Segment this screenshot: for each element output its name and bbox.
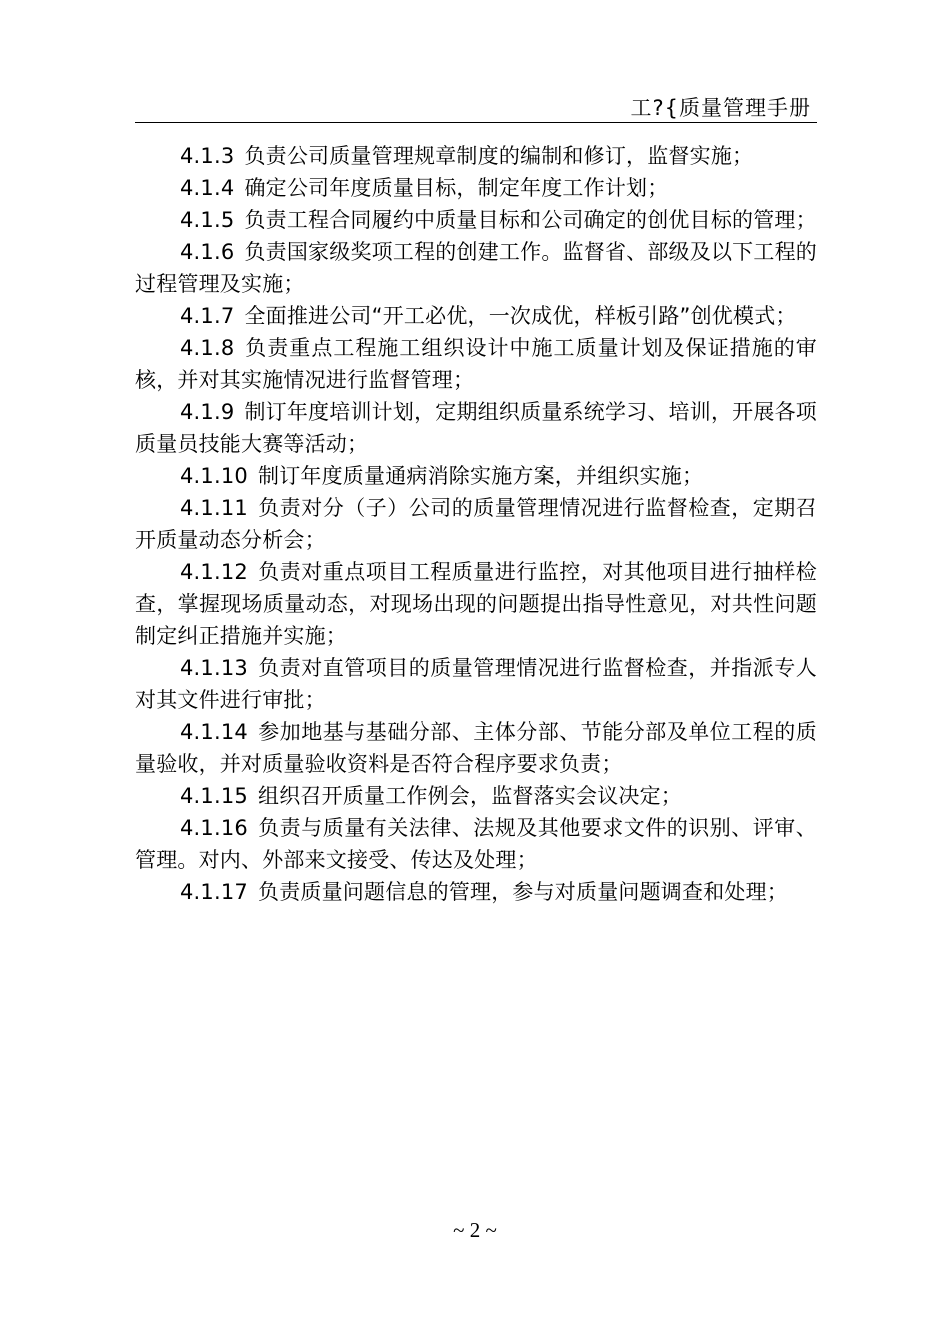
header-title: 工?{质量管理手册 <box>630 96 811 120</box>
clause-number: 4.1.5 <box>180 208 235 232</box>
clause-item <box>135 812 817 876</box>
clause-text: 确定公司年度质量目标，制定年度工作计划； <box>244 176 669 200</box>
clause-item <box>135 780 817 812</box>
clause-item <box>135 300 817 332</box>
clause-text: 组织召开质量工作例会，监督落实会议决定； <box>258 784 682 808</box>
clause-text: 负责质量问题信息的管理，参与对质量问题调查和处理； <box>258 880 788 904</box>
clause-number: 4.1.14 <box>180 720 248 744</box>
clause-text: 负责对直管项目的质量管理情况进行监督检查，并指派专人对其文件进行审批； <box>135 656 817 712</box>
clause-number: 4.1.3 <box>180 144 235 168</box>
clause-item <box>135 140 817 172</box>
clause-text: 负责国家级奖项工程的创建工作。监督省、部级及以下工程的过程管理及实施； <box>135 240 817 296</box>
clause-text: 参加地基与基础分部、主体分部、节能分部及单位工程的质量验收，并对质量验收资料是否符合程序要求负责； <box>135 720 817 776</box>
document-body <box>135 140 817 908</box>
clause-text: 全面推进公司“开工必优，一次成优，样板引路”创优模式； <box>244 304 797 328</box>
clause-item <box>135 204 817 236</box>
clause-number: 4.1.17 <box>180 880 248 904</box>
clause-text: 负责工程合同履约中质量目标和公司确定的创优目标的管理； <box>244 208 817 232</box>
clause-item <box>135 556 817 652</box>
clause-item <box>135 332 817 396</box>
page-number: ~ 2 ~ <box>453 1218 497 1242</box>
clause-text: 制订年度质量通病消除实施方案，并组织实施； <box>258 464 704 488</box>
clause-text: 制订年度培训计划，定期组织质量系统学习、培训，开展各项质量员技能大赛等活动； <box>135 400 817 456</box>
clause-text: 负责公司质量管理规章制度的编制和修订，监督实施； <box>244 144 754 168</box>
clause-number: 4.1.10 <box>180 464 248 488</box>
clause-text: 负责对分（子）公司的质量管理情况进行监督检查，定期召开质量动态分析会； <box>135 496 817 552</box>
clause-text: 负责与质量有关法律、法规及其他要求文件的识别、评审、管理。对内、外部来文接受、传达及处理； <box>135 816 817 872</box>
clause-number: 4.1.11 <box>180 496 248 520</box>
clause-number: 4.1.4 <box>180 176 235 200</box>
clause-text: 负责对重点项目工程质量进行监控，对其他项目进行抽样检查，掌握现场质量动态，对现场出现的问题提出指导性意见，对共性问题制定纠正措施并实施； <box>135 560 817 648</box>
clause-number: 4.1.12 <box>180 560 248 584</box>
clause-number: 4.1.16 <box>180 816 248 840</box>
page-header <box>135 88 817 123</box>
clause-text: 负责重点工程施工组织设计中施工质量计划及保证措施的审核，并对其实施情况进行监督管理； <box>135 336 817 392</box>
clause-item <box>135 652 817 716</box>
clause-item <box>135 172 817 204</box>
clause-number: 4.1.7 <box>180 304 235 328</box>
clause-number: 4.1.13 <box>180 656 248 680</box>
clause-item <box>135 396 817 460</box>
page-footer <box>0 1218 950 1243</box>
clause-item <box>135 236 817 300</box>
clause-number: 4.1.8 <box>180 336 235 360</box>
clause-item <box>135 716 817 780</box>
clause-number: 4.1.15 <box>180 784 248 808</box>
clause-item <box>135 460 817 492</box>
clause-item <box>135 492 817 556</box>
clause-item <box>135 876 817 908</box>
clause-number: 4.1.9 <box>180 400 235 424</box>
clause-number: 4.1.6 <box>180 240 235 264</box>
